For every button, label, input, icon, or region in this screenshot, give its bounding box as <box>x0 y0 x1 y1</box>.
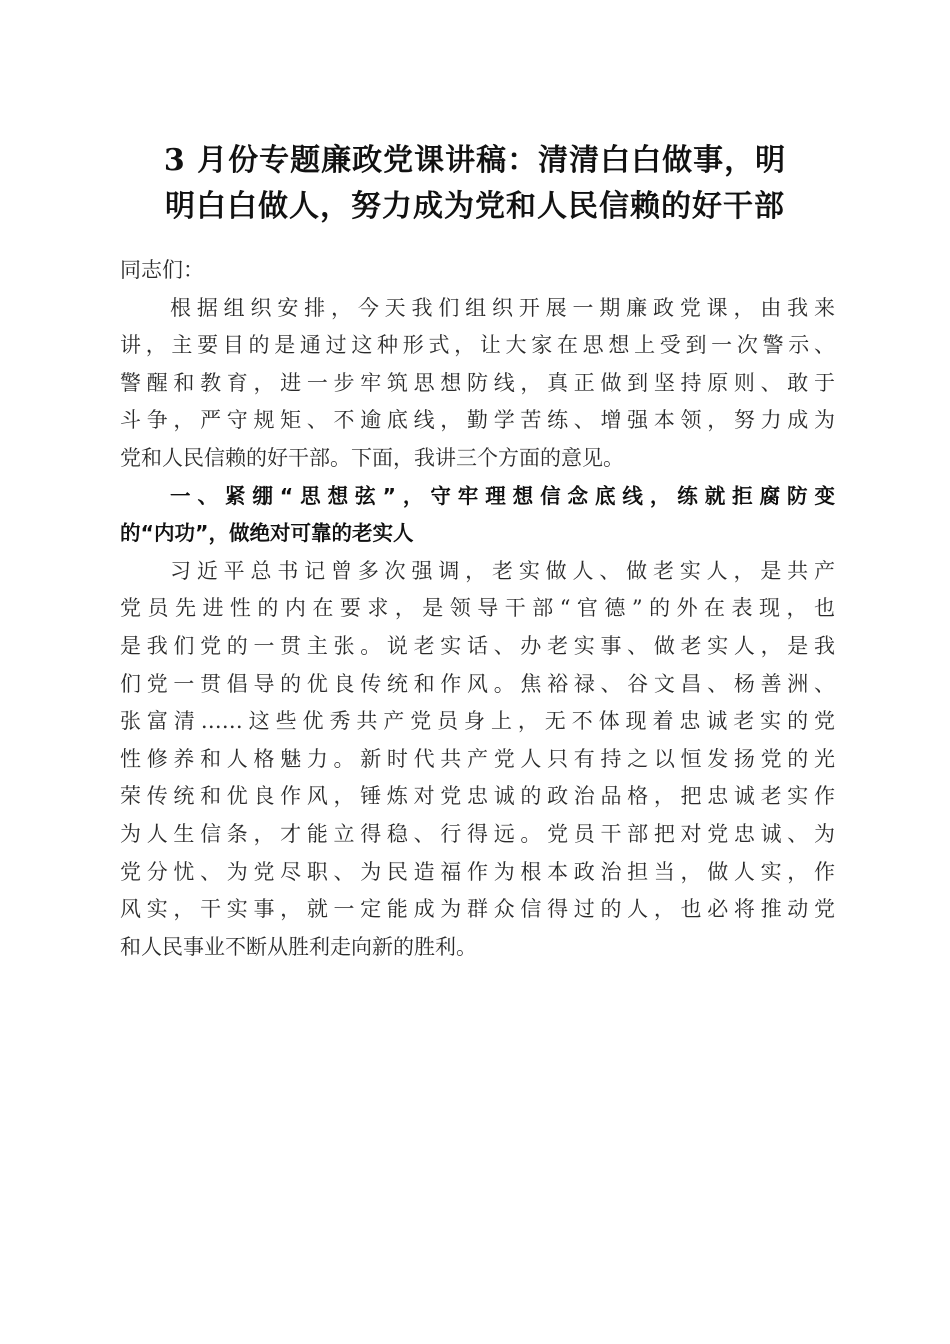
section-heading-1 <box>120 478 835 553</box>
document-title <box>100 138 850 230</box>
paragraph-line: 党分忧、为党尽职、为民造福作为根本政治担当，做人实，作 <box>120 859 835 884</box>
paragraph-section-1 <box>120 553 835 967</box>
title-line-2: 明白白做人，努力成为党和人民信赖的好干部 <box>165 189 785 224</box>
title-line-1: 3 月份专题廉政党课讲稿：清清白白做事，明 <box>163 143 787 178</box>
paragraph-line: 党和人民信赖的好干部。下面，我讲三个方面的意见。 <box>120 445 624 470</box>
section-heading-line: 的“内功”，做绝对可靠的老实人 <box>120 521 414 546</box>
section-heading-line: 一、紧绷“思想弦”，守牢理想信念底线，练就拒腐防变 <box>170 483 835 508</box>
paragraph-line: 们党一贯倡导的优良传统和作风。焦裕禄、谷文昌、杨善洲、 <box>120 671 835 696</box>
paragraph-intro <box>120 290 835 478</box>
paragraph-line: 为人生信条，才能立得稳、行得远。党员干部把对党忠诚、为 <box>120 821 835 846</box>
paragraph-line: 警醒和教育，进一步牢筑思想防线，真正做到坚持原则、敢于 <box>120 370 835 395</box>
paragraph-line: 党员先进性的内在要求，是领导干部“官德”的外在表现，也 <box>120 596 835 621</box>
paragraph-line: 根据组织安排，今天我们组织开展一期廉政党课，由我来 <box>170 295 835 320</box>
paragraph-line: 讲，主要目的是通过这种形式，让大家在思想上受到一次警示、 <box>120 333 835 358</box>
paragraph-line: 斗争，严守规矩、不逾底线，勤学苦练、增强本领，努力成为 <box>120 408 835 433</box>
salutation: 同志们： <box>120 258 204 282</box>
paragraph-line: 是我们党的一贯主张。说老实话、办老实事、做老实人，是我 <box>120 633 835 658</box>
paragraph-line: 张富清……这些优秀共产党员身上，无不体现着忠诚老实的党 <box>120 709 835 734</box>
paragraph-line: 和人民事业不断从胜利走向新的胜利。 <box>120 934 477 959</box>
document-body <box>120 252 835 966</box>
paragraph-line: 习近平总书记曾多次强调，老实做人、做老实人，是共产 <box>170 558 835 583</box>
paragraph-line: 风实，干实事，就一定能成为群众信得过的人，也必将推动党 <box>120 897 835 922</box>
paragraph-line: 性修养和人格魅力。新时代共产党人只有持之以恒发扬党的光 <box>120 746 835 771</box>
paragraph-line: 荣传统和优良作风，锤炼对党忠诚的政治品格，把忠诚老实作 <box>120 784 835 809</box>
